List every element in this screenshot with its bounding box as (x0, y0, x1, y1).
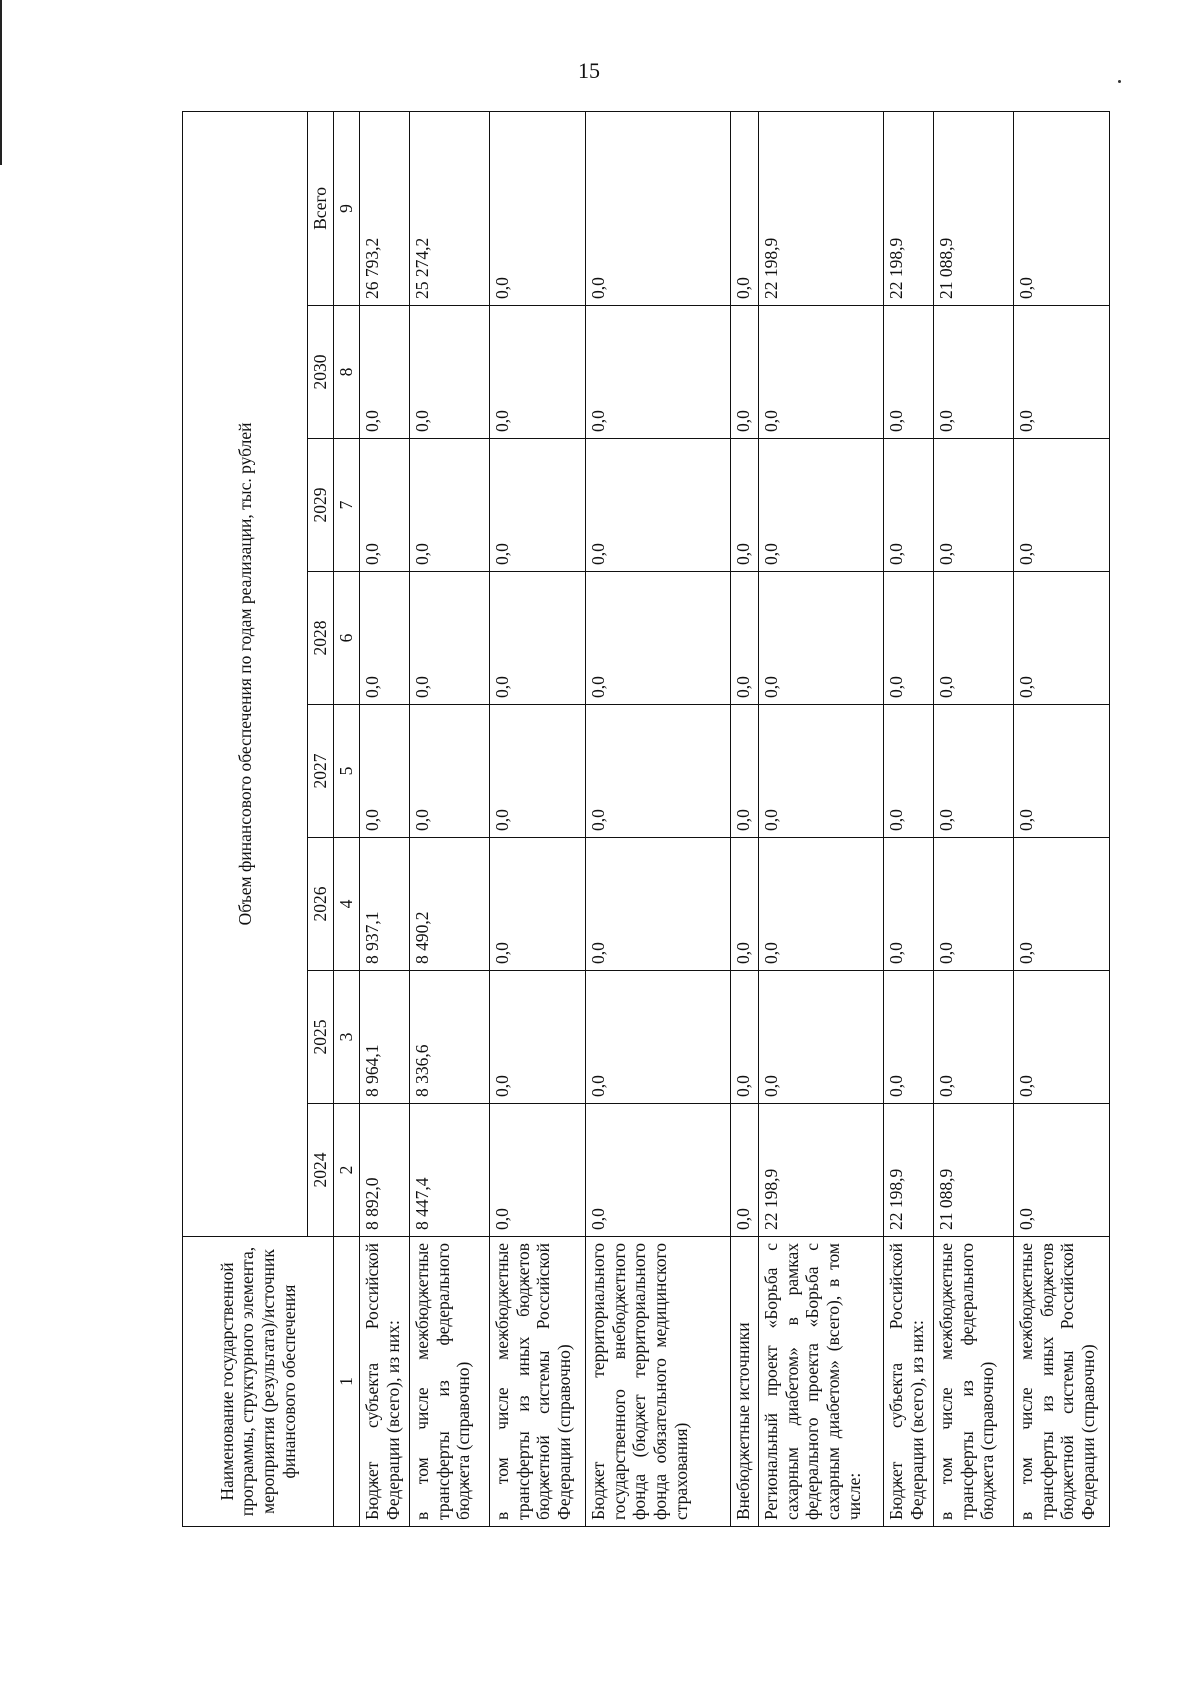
row-value: 0,0 (586, 971, 731, 1104)
column-index: 6 (334, 572, 360, 705)
column-index: 8 (334, 306, 360, 439)
row-value: 0,0 (884, 439, 934, 572)
row-value: 8 447,4 (410, 1104, 490, 1237)
row-value: 0,0 (731, 306, 759, 439)
header-row-indices (334, 111, 360, 1526)
row-value: 0,0 (1014, 306, 1110, 439)
row-value: 0,0 (731, 572, 759, 705)
row-value: 0,0 (759, 705, 884, 838)
row-value: 0,0 (731, 838, 759, 971)
row-value: 22 198,9 (759, 111, 884, 305)
row-name: Бюджет субъекта Российской Федерации (всего), из них: (884, 1237, 934, 1527)
scan-edge-line (0, 0, 2, 165)
row-name: Региональный проект «Борьба с сахарным диабетом» в рамках федерального проекта «Борьба с сахарным диабетом» (всего), в том числе: (759, 1237, 884, 1527)
row-value: 0,0 (884, 572, 934, 705)
row-value: 0,0 (731, 111, 759, 305)
table-row (586, 111, 731, 1526)
row-name: в том числе межбюджетные трансферты из федерального бюджета (справочно) (410, 1237, 490, 1527)
row-value: 0,0 (410, 572, 490, 705)
row-value: 22 198,9 (884, 1104, 934, 1237)
row-value: 0,0 (759, 306, 884, 439)
row-value: 26 793,2 (360, 111, 410, 305)
table-row (490, 111, 586, 1526)
row-value: 0,0 (586, 439, 731, 572)
table-row (759, 111, 884, 1526)
header-year: 2029 (308, 439, 334, 572)
row-value: 0,0 (934, 705, 1014, 838)
header-volume: Объем финансового обеспечения по годам реализации, тыс. рублей (183, 111, 308, 1236)
scan-dot (1118, 80, 1121, 83)
column-index: 5 (334, 705, 360, 838)
table-row (360, 111, 410, 1526)
row-value: 0,0 (586, 306, 731, 439)
row-name: Внебюджетные источники (731, 1237, 759, 1527)
column-index: 7 (334, 439, 360, 572)
header-year: Всего (308, 111, 334, 305)
table-row (731, 111, 759, 1526)
row-value: 0,0 (934, 439, 1014, 572)
row-name: в том числе межбюджетные трансферты из иных бюджетов бюджетной системы Российской Федерации (справочно) (1014, 1237, 1110, 1527)
row-value: 0,0 (586, 705, 731, 838)
row-value: 0,0 (410, 439, 490, 572)
row-value: 0,0 (1014, 838, 1110, 971)
row-value: 0,0 (934, 971, 1014, 1104)
row-value: 0,0 (731, 705, 759, 838)
row-value: 0,0 (934, 306, 1014, 439)
row-value: 0,0 (360, 572, 410, 705)
row-name: Бюджет территориального государственного внебюджетного фонда (бюджет территориального фонда обязательного медицинского страхования) (586, 1237, 731, 1527)
header-year: 2024 (308, 1104, 334, 1237)
row-value: 8 964,1 (360, 971, 410, 1104)
row-value: 0,0 (490, 705, 586, 838)
header-year: 2028 (308, 572, 334, 705)
page-number: 15 (578, 58, 600, 83)
column-index: 3 (334, 971, 360, 1104)
row-value: 0,0 (884, 306, 934, 439)
header-name: Наименование государственной программы, структурного элемента, мероприятия (результата)/источник финансового обеспечения (183, 1237, 334, 1527)
row-value: 0,0 (490, 439, 586, 572)
row-value: 0,0 (360, 306, 410, 439)
header-year: 2026 (308, 838, 334, 971)
row-value: 22 198,9 (759, 1104, 884, 1237)
row-value: 0,0 (731, 971, 759, 1104)
row-value: 0,0 (759, 572, 884, 705)
row-name: Бюджет субъекта Российской Федерации (всего), из них: (360, 1237, 410, 1527)
row-value: 0,0 (1014, 111, 1110, 305)
row-value: 0,0 (884, 705, 934, 838)
row-value: 0,0 (1014, 1104, 1110, 1237)
column-index: 4 (334, 838, 360, 971)
row-value: 0,0 (759, 971, 884, 1104)
row-value: 0,0 (490, 838, 586, 971)
column-index: 1 (334, 1237, 360, 1527)
table-row (1014, 111, 1110, 1526)
row-value: 0,0 (586, 111, 731, 305)
row-value: 0,0 (586, 1104, 731, 1237)
row-value: 0,0 (759, 439, 884, 572)
row-value: 0,0 (731, 1104, 759, 1237)
row-value: 0,0 (360, 705, 410, 838)
column-index: 2 (334, 1104, 360, 1237)
column-index: 9 (334, 111, 360, 305)
row-value: 0,0 (490, 111, 586, 305)
row-value: 0,0 (731, 439, 759, 572)
row-value: 0,0 (884, 838, 934, 971)
rotated-table-container (182, 112, 1097, 1527)
row-value: 0,0 (934, 838, 1014, 971)
row-value: 21 088,9 (934, 111, 1014, 305)
row-value: 0,0 (1014, 705, 1110, 838)
header-year: 2030 (308, 306, 334, 439)
row-value: 8 490,2 (410, 838, 490, 971)
row-name: в том числе межбюджетные трансферты из федерального бюджета (справочно) (934, 1237, 1014, 1527)
row-value: 0,0 (410, 306, 490, 439)
row-value: 0,0 (586, 572, 731, 705)
row-value: 8 937,1 (360, 838, 410, 971)
row-value: 0,0 (490, 1104, 586, 1237)
table-row (410, 111, 490, 1526)
table-row (884, 111, 934, 1526)
row-value: 8 336,6 (410, 971, 490, 1104)
row-value: 25 274,2 (410, 111, 490, 305)
financing-table (182, 111, 1110, 1527)
row-value: 0,0 (410, 705, 490, 838)
row-value: 0,0 (884, 971, 934, 1104)
row-value: 0,0 (1014, 572, 1110, 705)
row-value: 0,0 (490, 306, 586, 439)
row-value: 22 198,9 (884, 111, 934, 305)
row-value: 0,0 (1014, 971, 1110, 1104)
row-value: 8 892,0 (360, 1104, 410, 1237)
row-value: 0,0 (934, 572, 1014, 705)
table-body (360, 111, 1110, 1526)
row-value: 0,0 (1014, 439, 1110, 572)
row-value: 0,0 (360, 439, 410, 572)
header-year: 2027 (308, 705, 334, 838)
row-value: 0,0 (586, 838, 731, 971)
row-value: 0,0 (759, 838, 884, 971)
row-value: 0,0 (490, 572, 586, 705)
row-name: в том числе межбюджетные трансферты из иных бюджетов бюджетной системы Российской Федерации (справочно) (490, 1237, 586, 1527)
header-year: 2025 (308, 971, 334, 1104)
row-value: 21 088,9 (934, 1104, 1014, 1237)
row-value: 0,0 (490, 971, 586, 1104)
table-row (934, 111, 1014, 1526)
header-row-main (183, 111, 308, 1526)
